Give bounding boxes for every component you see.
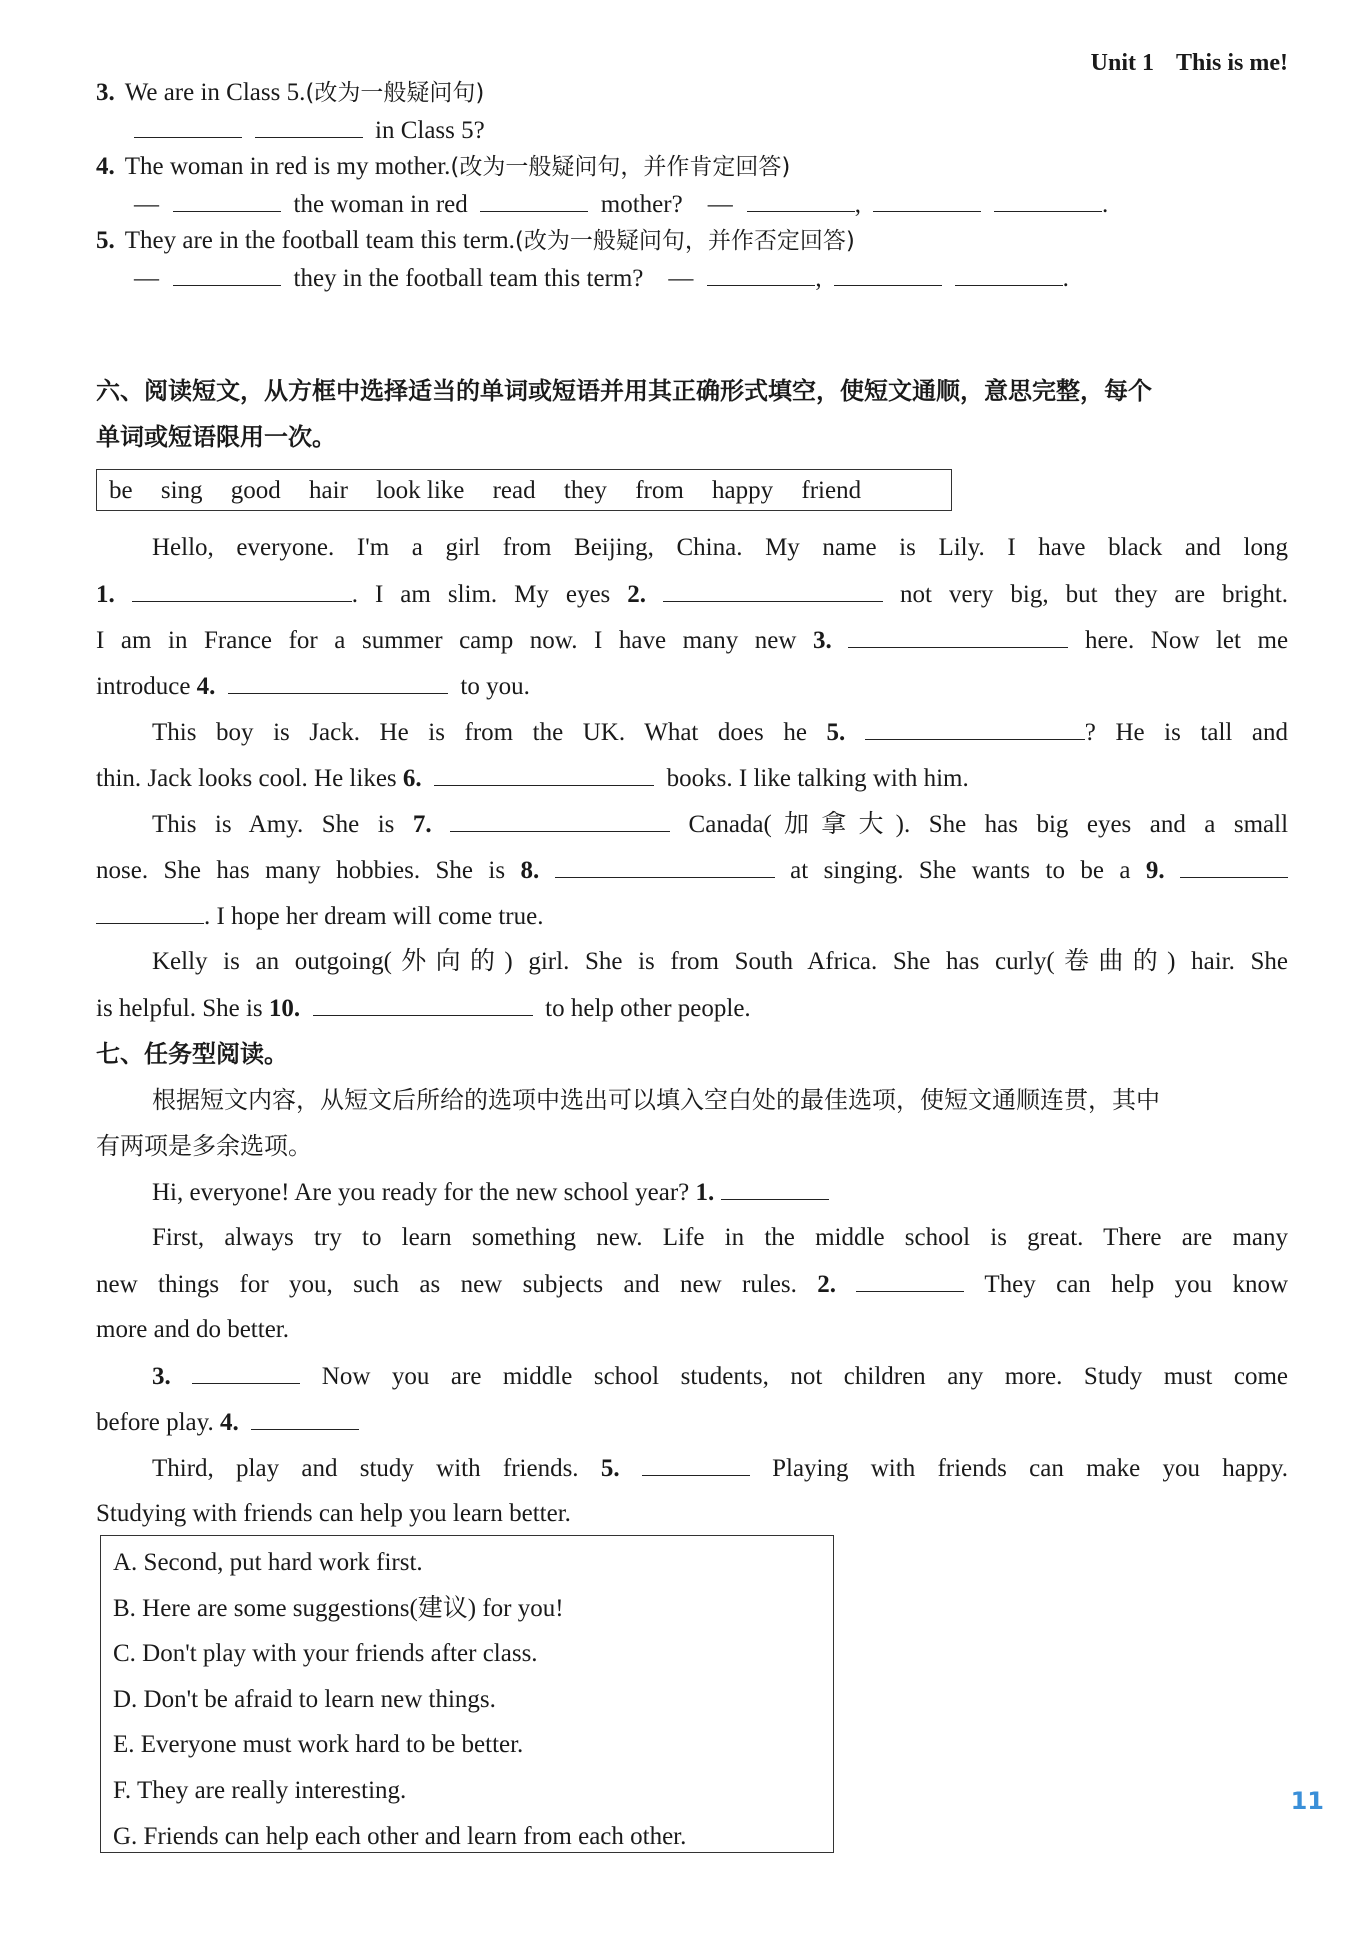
passage-line: Studying with friends can help you learn better. <box>96 1500 571 1527</box>
passage-line: Hello, everyone. I'm a girl from Beijing, China. My name is Lily. I have black and long <box>152 534 1288 561</box>
answer-blank[interactable] <box>450 801 670 832</box>
answer-blank[interactable] <box>434 755 654 786</box>
passage-line: more and do better. <box>96 1316 289 1343</box>
worksheet-page <box>96 0 1288 1943</box>
section-6-heading-cont: 单词或短语限用一次。 <box>96 423 336 451</box>
passage-line: thin. Jack looks cool. He likes 6. books. I like talking with him. <box>96 755 1288 801</box>
answer-blank[interactable] <box>865 709 1085 740</box>
option-a: A. Second, put hard work first. <box>113 1549 423 1576</box>
word-bank-item: sing <box>160 477 203 504</box>
answer-blank[interactable] <box>555 847 775 878</box>
answer-blank[interactable] <box>173 181 281 212</box>
answer-blank[interactable] <box>663 571 883 602</box>
answer-blank[interactable] <box>848 617 1068 648</box>
option-c: C. Don't play with your friends after class. <box>113 1640 538 1668</box>
option-b: B. Here are some suggestions(建议) for you! <box>113 1594 564 1622</box>
question-3: 3. We are in Class 5.(改为一般疑问句) <box>96 79 485 106</box>
passage-line: Kelly is an outgoing(外向的) girl. She is from South Africa. She has curly(卷曲的) hair. She <box>152 948 1288 975</box>
answer-blank[interactable] <box>251 1399 359 1430</box>
answer-blank[interactable] <box>228 663 448 694</box>
options-box <box>100 1535 834 1853</box>
passage-line: 3. Now you are middle school students, not children any more. Study must come <box>96 1353 1288 1399</box>
option-e: E. Everyone must work hard to be better. <box>113 1731 524 1759</box>
section-7-instructions: 根据短文内容，从短文后所给的选项中选出可以填入空白处的最佳选项，使短文通顺连贯，其中 <box>152 1086 1160 1114</box>
question-5-answer: — they in the football team this term? — , . <box>96 255 1288 301</box>
section-7-heading: 七、任务型阅读。 <box>96 1040 288 1068</box>
word-bank-item: they <box>563 477 607 504</box>
passage-line: 1. . I am slim. My eyes 2. not very big, but they are bright. <box>96 571 1288 617</box>
question-5: 5. They are in the football team this term.(改为一般疑问句，并作否定回答) <box>96 227 855 254</box>
word-bank-item: happy <box>712 477 774 504</box>
answer-blank[interactable] <box>1180 847 1288 878</box>
passage-line: This boy is Jack. He is from the UK. What does he 5. ? He is tall and <box>96 709 1288 755</box>
answer-blank[interactable] <box>134 107 242 138</box>
word-bank-item: good <box>230 477 281 504</box>
answer-blank[interactable] <box>707 255 815 286</box>
answer-blank[interactable] <box>96 893 204 924</box>
answer-blank[interactable] <box>721 1169 829 1200</box>
answer-blank[interactable] <box>834 255 942 286</box>
passage-line: new things for you, such as new subjects and new rules. 2. They can help you know <box>96 1261 1288 1307</box>
section-7-instructions-cont: 有两项是多余选项。 <box>96 1132 312 1160</box>
answer-blank[interactable] <box>994 181 1102 212</box>
word-bank <box>96 469 952 511</box>
answer-blank[interactable] <box>132 571 352 602</box>
passage-line: nose. She has many hobbies. She is 8. at singing. She wants to be a 9. <box>96 847 1288 893</box>
passage-line: before play. 4. <box>96 1399 1288 1445</box>
option-f: F. They are really interesting. <box>113 1776 407 1804</box>
word-bank-item: from <box>635 477 684 504</box>
passage-line: Third, play and study with friends. 5. Playing with friends can make you happy. <box>96 1445 1288 1491</box>
passage-line: introduce 4. to you. <box>96 663 1288 709</box>
passage-line: Hi, everyone! Are you ready for the new school year? 1. <box>96 1169 1288 1215</box>
passage-line: This is Amy. She is 7. Canada(加拿大). She has big eyes and a small <box>96 801 1288 847</box>
answer-blank[interactable] <box>856 1261 964 1292</box>
answer-blank[interactable] <box>192 1353 300 1384</box>
answer-blank[interactable] <box>255 107 363 138</box>
word-bank-item: hair <box>309 477 348 504</box>
unit-title: This is me! <box>1175 50 1288 76</box>
answer-blank[interactable] <box>173 255 281 286</box>
question-4: 4. The woman in red is my mother.(改为一般疑问句，并作肯定回答) <box>96 153 791 180</box>
question-3-answer: in Class 5? <box>96 107 1288 153</box>
passage-line: is helpful. She is 10. to help other people. <box>96 985 1288 1031</box>
answer-blank[interactable] <box>313 985 533 1016</box>
unit-label: Unit 1 <box>1090 50 1154 76</box>
answer-blank[interactable] <box>747 181 855 212</box>
passage-line: I am in France for a summer camp now. I have many new 3. here. Now let me <box>96 617 1288 663</box>
passage-line: First, always try to learn something new. Life in the middle school is great. There are many <box>152 1224 1288 1251</box>
answer-blank[interactable] <box>480 181 588 212</box>
question-4-answer: — the woman in red mother? — , . <box>96 181 1288 227</box>
page-number: 11 <box>1290 1787 1324 1815</box>
answer-blank[interactable] <box>873 181 981 212</box>
passage-line: . I hope her dream will come true. <box>96 893 1288 939</box>
option-g: G. Friends can help each other and learn from each other. <box>113 1822 687 1850</box>
word-bank-item: friend <box>801 477 862 504</box>
word-bank-item: read <box>492 477 536 504</box>
word-bank-item: be <box>109 477 133 504</box>
answer-blank[interactable] <box>955 255 1063 286</box>
word-bank-item: look like <box>376 477 465 504</box>
section-6-heading: 六、阅读短文，从方框中选择适当的单词或短语并用其正确形式填空，使短文通顺，意思完整，每个 <box>96 377 1152 405</box>
option-d: D. Don't be afraid to learn new things. <box>113 1685 496 1713</box>
answer-blank[interactable] <box>642 1445 750 1476</box>
